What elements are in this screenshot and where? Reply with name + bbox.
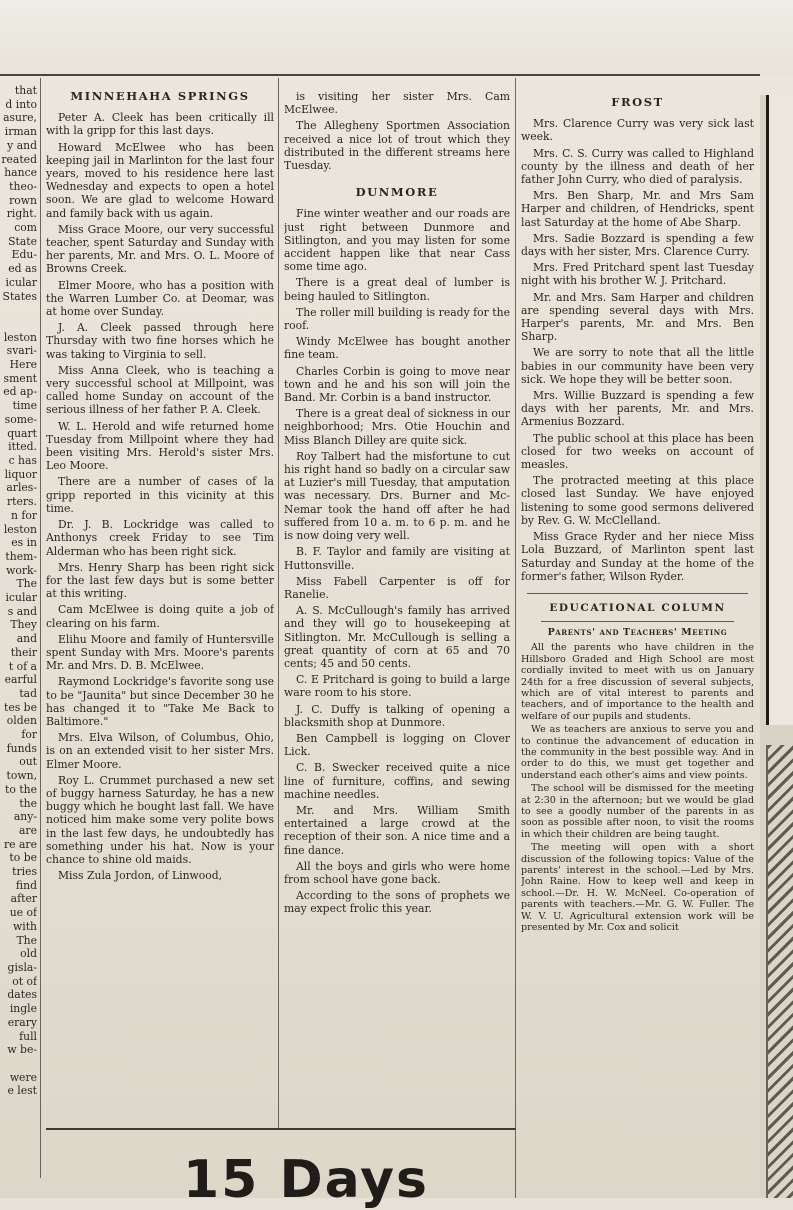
fragment-line <box>0 1057 37 1071</box>
advertisement-headline: 15 Days <box>183 1150 429 1210</box>
column-minnehaha-springs <box>46 84 274 1128</box>
fragment-line: icular <box>5 591 37 605</box>
news-item: Miss Grace Ryder and her niece Miss Lola Buzzard, of Marlinton spent last Saturday and Sunday at the home of the former's father, Wilson Ryder. <box>521 530 754 583</box>
fragment-line: to the <box>5 782 37 796</box>
news-item: All the parents who have children in the Hillsboro Graded and High School are most cordially invited to meet with us on January 24th for a free discussion of several subjects, which are of vital interest to parents and teachers, and of importance to the health and welfare of our pupils and students. <box>521 642 754 722</box>
column-2-lead-articles <box>284 90 510 172</box>
news-item: Roy L. Crummet purchased a new set of buggy harness Saturday, he has a new buggy which he bought last fall. We have noticed him make some very polite bows in the last few days, he undoubtedly has something under his hat. Now is your chance to shine old maids. <box>46 773 274 866</box>
fragment-line: any- <box>13 810 37 824</box>
news-item: Elmer Moore, who has a position with the Warren Lumber Co. at Deomar, was at home over Sunday. <box>46 278 274 319</box>
fragment-line: are <box>19 823 37 837</box>
fragment-line: es in <box>11 536 37 550</box>
news-item: Charles Corbin is going to move near town and he and his son will join the Band. Mr. Corbin is a band instructor. <box>284 364 510 405</box>
fragment-line: earful <box>4 673 37 687</box>
news-item: Ben Campbell is logging on Clover Lick. <box>284 731 510 759</box>
news-item: Fine winter weather and our roads are just right between Dunmore and Sitlington, and you may listen for some accident happen like that near Cass some time ago. <box>284 207 510 274</box>
fragment-line: Here <box>9 358 37 372</box>
news-item: C. E Pritchard is going to build a large ware room to his store. <box>284 673 510 700</box>
fragment-line <box>0 303 37 317</box>
news-item: Mrs. Fred Pritchard spent last Tuesday night with his brother W. J. Pritchard. <box>521 261 754 288</box>
news-item: Mrs. Elva Wilson, of Columbus, Ohio, is on an extended visit to her sister Mrs. Elmer Moore. <box>46 731 274 771</box>
fragment-line: t of a <box>8 659 37 673</box>
fragment-line: full <box>19 1029 37 1043</box>
top-column-rule <box>0 74 760 76</box>
fragment-line: rown <box>9 193 37 207</box>
news-item: A. S. McCullough's family has arrived and they will go to housekeeping at Sitlington. Mr. McCullough is selling a great quantity of corn at 65 and 70 cents; 45 and 50 cents. <box>284 604 510 670</box>
news-item: Miss Anna Cleek, who is teaching a very successful school at Millpoint, was called home Sunday on account of the serious illness of her father P. A. Cleek. <box>46 363 274 417</box>
adjacent-page-illustration <box>766 745 793 1198</box>
news-item: C. B. Swecker received quite a nice line of furniture, coffins, and sewing machine needles. <box>284 761 510 801</box>
fragment-line: y and <box>7 138 37 152</box>
fragment-line: arles- <box>6 481 37 495</box>
column-2-articles <box>284 207 510 915</box>
fragment-line: re are <box>4 837 37 851</box>
fragment-line: find <box>15 878 37 892</box>
column-dunmore <box>284 90 510 1128</box>
fragment-line: sment <box>3 371 37 385</box>
fragment-line: itted. <box>8 440 37 454</box>
fragment-line: gisla- <box>7 961 37 974</box>
fragment-line: irman <box>4 125 37 139</box>
column-divider-3 <box>515 78 516 1198</box>
bottom-rule <box>46 1128 516 1130</box>
fragment-line: for <box>21 728 37 742</box>
news-item: Peter A. Cleek has been critically ill with la gripp for this last days. <box>46 111 274 138</box>
sub-heading-parents-teachers-meeting: Parents' and Teachers' Meeting <box>547 627 728 639</box>
news-item: Cam McElwee is doing quite a job of clearing on his farm. <box>46 603 274 630</box>
news-item: According to the sons of prophets we may expect frolic this year. <box>284 889 510 916</box>
fragment-line: liquor <box>4 467 37 481</box>
news-item: Mrs. Willie Buzzard is spending a few days with her parents, Mr. and Mrs. Armenius Bozzard. <box>521 389 754 429</box>
fragment-line: n for <box>10 508 37 522</box>
news-item: J. A. Cleek passed through here Thursday with two fine horses which he was taking to Virginia to sell. <box>46 321 274 361</box>
fragment-line: rters. <box>6 495 37 509</box>
fragment-line: theo- <box>9 179 37 193</box>
fragment-line: right. <box>6 207 37 221</box>
news-item: The Allegheny Sportmen Association received a nice lot of trout which they distributed in the different streams here Tuesday. <box>284 119 510 173</box>
fragment-line: asure, <box>3 111 37 125</box>
news-item: Raymond Lockridge's favorite song use to be "Jaunita" but since December 30 he has changed it to "Take Me Back to Baltimore." <box>46 675 274 728</box>
fragment-line: c has <box>8 453 37 467</box>
news-item: Mr. and Mrs. Sam Harper and children are spending several days with Mrs. Harper's parents, Mr. and Mrs. Ben Sharp. <box>521 290 754 344</box>
fragment-line: w be- <box>7 1043 37 1057</box>
fragment-line: out <box>19 755 37 769</box>
fragment-line <box>0 317 37 331</box>
fragment-line: The <box>16 933 37 947</box>
column-frost <box>521 90 754 1198</box>
fragment-line: Edu- <box>11 248 37 262</box>
fragment-line: funds <box>6 741 37 755</box>
news-item: Miss Fabell Carpenter is off for Ranelie. <box>284 574 510 601</box>
fragment-line: town, <box>6 769 37 783</box>
fragment-line: erary <box>7 1015 37 1029</box>
news-item: is visiting her sister Mrs. Cam McElwee. <box>284 90 510 117</box>
fragment-line: ed ap- <box>3 385 37 399</box>
column-3-articles <box>521 117 754 583</box>
news-item: The roller mill building is ready for the roof. <box>284 305 510 333</box>
fragment-line: them- <box>5 549 37 563</box>
fragment-line: their <box>10 645 37 659</box>
fragment-line: and <box>16 632 37 646</box>
fragment-line: leston <box>3 522 37 536</box>
section-heading-minnehaha-springs: MINNEHAHA SPRINGS <box>70 89 250 103</box>
fragment-line: olden <box>6 714 37 728</box>
fragment-line: time <box>12 399 37 413</box>
news-item: The school will be dismissed for the meeting at 2:30 in the afternoon; but we would be glad to see a goodly number of the parents in as soon as possible after noon, to visit the rooms in which their children are being taught. <box>521 783 754 840</box>
educational-column-articles <box>521 642 754 935</box>
column-divider-2 <box>278 78 279 1128</box>
fragment-line: reated <box>1 152 37 166</box>
fragment-line: that <box>14 84 37 97</box>
news-item: All the boys and girls who were home from school have gone back. <box>284 859 510 886</box>
fragment-line: They <box>10 618 37 632</box>
news-item: Elihu Moore and family of Huntersville spent Sunday with Mrs. Moore's parents Mr. and Mrs. D. B. McElwee. <box>46 632 274 673</box>
fragment-line: tad <box>19 686 37 700</box>
news-item: The protracted meeting at this place closed last Sunday. We have enjoyed listening to some good sermons delivered by Rev. G. W. McClelland. <box>521 474 754 527</box>
news-item: Miss Grace Moore, our very successful teacher, spent Saturday and Sunday with her parents, Mr. and Mrs. O. L. Moore of Browns Creek. <box>46 222 274 276</box>
news-item: Windy McElwee has bought another fine team. <box>284 335 510 362</box>
fragment-line: d into <box>5 97 37 111</box>
fragment-line: tes be <box>3 700 37 714</box>
news-item: We as teachers are anxious to serve you and to continue the advancement of education in the community in the best possible way. And in order to do this, we must get together and understand each other's aims and view points. <box>521 724 754 781</box>
fragment-line: some- <box>4 412 37 426</box>
news-item: Miss Zula Jordon, of Linwood, <box>58 869 223 883</box>
adjacent-page-block <box>766 95 793 725</box>
news-item: W. L. Herold and wife returned home Tuesday from Millpoint where they had been visiting Mrs. Herold's sister Mrs. Leo Moore. <box>46 419 274 473</box>
fragment-line: the <box>19 796 37 810</box>
left-column-fragment <box>0 84 37 1198</box>
fragment-line: leston <box>3 330 37 344</box>
fragment-line: svari- <box>6 344 37 358</box>
fragment-line: tries <box>12 865 37 879</box>
fragment-line: ed as <box>8 262 37 276</box>
fragment-line: e lest <box>7 1084 37 1098</box>
fragment-line: s and <box>7 604 37 618</box>
news-item: There is a great deal of lumber is being hauled to Sitlington. <box>284 276 510 303</box>
section-heading-educational-column: EDUCATIONAL COLUMN <box>549 601 726 614</box>
section-heading-frost: FROST <box>611 95 664 109</box>
fragment-line: quart <box>7 426 37 440</box>
section-subdivider <box>541 621 734 622</box>
fragment-line: dates <box>7 988 37 1002</box>
section-divider <box>527 593 748 594</box>
fragment-line: with <box>13 919 37 933</box>
news-item: Howard McElwee who has been keeping jail in Marlinton for the last four years, moved to his residence here last Wednesday and expects to open a hotel soon. We are glad to welcome Howard and family back with us again. <box>46 140 274 220</box>
fragment-line: work- <box>6 563 37 577</box>
page-top-margin <box>0 0 793 76</box>
news-item: Mrs. Sadie Bozzard is spending a few days with her sister, Mrs. Clarence Curry. <box>521 231 754 259</box>
fragment-line: after <box>10 892 37 906</box>
news-item: Mrs. Henry Sharp has been right sick for the last few days but is some better at this writing. <box>46 560 274 601</box>
fragment-line: ue of <box>9 906 37 920</box>
section-heading-dunmore: DUNMORE <box>355 185 439 200</box>
news-item: There is a great deal of sickness in our neighborhood; Mrs. Otie Houchin and Miss Blanch Dilley are quite sick. <box>284 407 510 447</box>
fragment-line: com <box>14 221 37 235</box>
news-item: Mrs. C. S. Curry was called to Highland county by the illness and death of her father John Curry, who died of paralysis. <box>521 146 754 187</box>
fragment-line: to be <box>9 851 37 865</box>
news-item: The meeting will open with a short discussion of the following topics: Value of the parents' interest in the school.—Led by Mrs. John Raine. How to keep well and keep in school.—Dr. H. W. McNeel. Co-operation of parents with teachers.—Mr. G. W. Fuller. The W. V. U. Agricultural extension work will be presented by Mr. Cox and solicit <box>521 842 754 934</box>
fragment-line: ingle <box>9 1002 37 1016</box>
news-item: Dr. J. B. Lockridge was called to Anthonys creek Friday to see Tim Alderman who has been right sick. <box>46 518 274 558</box>
fragment-line: State <box>8 234 37 248</box>
fragment-line: States <box>2 289 37 303</box>
fragment-line: icular <box>5 275 37 289</box>
fragment-line: were <box>9 1070 37 1084</box>
fragment-line: hance <box>4 166 37 180</box>
news-item: Mr. and Mrs. William Smith entertained a large crowd at the reception of their son. A nice time and a fine dance. <box>284 803 510 857</box>
column-divider-1 <box>40 78 41 1178</box>
adjacent-page-edge <box>760 95 793 1198</box>
fragment-line: The <box>16 577 37 591</box>
news-item: The public school at this place has been closed for two weeks on account of measles. <box>521 431 754 472</box>
news-item: Mrs. Clarence Curry was very sick last week. <box>521 117 754 144</box>
news-item: There are a number of cases of la gripp reported in this vicinity at this time. <box>46 475 274 515</box>
column-1-articles <box>46 111 274 882</box>
news-item: Roy Talbert had the misfortune to cut his right hand so badly on a circular saw at Luzier's mill Tuesday, that amputation was necessary. Drs. Burner and Mc-Nemar took the hand off after he had suffered from 10 a. m. to 6 p. m. and he is now doing very well. <box>284 449 510 543</box>
fragment-line: old <box>20 947 37 961</box>
news-item: J. C. Duffy is talking of opening a blacksmith shop at Dunmore. <box>284 702 510 729</box>
fragment-line: ot of <box>12 974 37 988</box>
news-item: We are sorry to note that all the little babies in our community have been very sick. We hope they will be better soon. <box>521 346 754 386</box>
news-item: Mrs. Ben Sharp, Mr. and Mrs Sam Harper and children, of Hendricks, spent last Saturday at the home of Abe Sharp. <box>521 189 754 229</box>
news-item: B. F. Taylor and family are visiting at Huttonsville. <box>284 545 510 572</box>
